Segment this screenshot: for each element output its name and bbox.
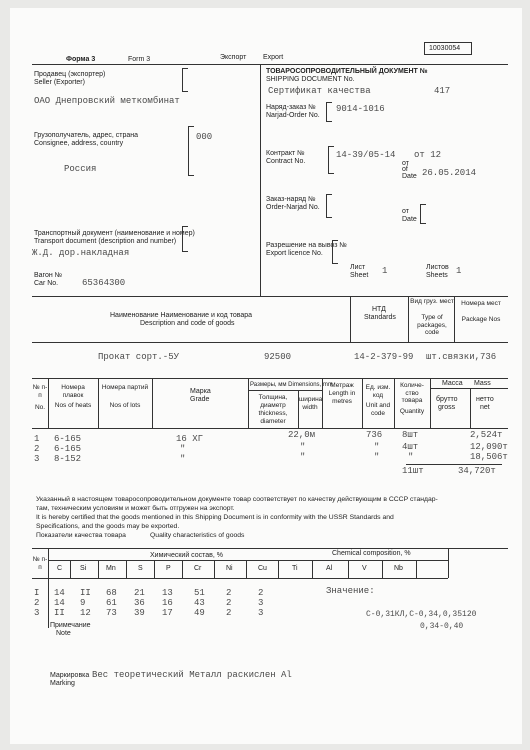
th-length-m-ru: Метраж [330,382,354,389]
goods-standard: 14-2-379-99 [354,352,414,362]
shipping-doc-number: 417 [434,86,451,96]
chem-col-c: C [57,565,63,572]
th-thick-en: thickness, diameter [258,410,288,425]
table-col-10 [470,388,471,428]
shipping-doc-typed-title: Сертификат качества [268,86,371,96]
goods-name-en: Description and code of goods [140,320,235,327]
sheet-value: 1 [382,266,388,276]
doc-number: 10030054 [429,45,461,52]
total-qty: 11шт [402,466,424,476]
marking-value: Вес теоретический Металл раскислен Al [92,670,292,680]
th-grade-en: Grade [190,396,210,403]
contract-date-label: Date [402,173,417,180]
th-no-ru: № п-п [32,384,48,399]
chem-title-en: Chemical composition, % [332,550,411,557]
form-en-label: Form 3 [128,56,151,63]
wagon-label-ru: Вагон № [34,272,63,279]
chem-vline [98,560,99,578]
contract-value: 14-39/05-14 [336,150,396,160]
th-grade-ru: Марка [190,388,211,395]
transport-label-en: Transport document (description and number) [34,238,177,245]
order-label-ru: Наряд-заказ № [266,104,316,111]
consignee-bracket [188,126,194,176]
contract-date: 26.05.2014 [422,168,477,178]
th-width-ru: ширина [299,396,323,403]
shipping-doc-title-en: SHIPPING DOCUMENT No. [266,76,355,83]
certify-ru-2: там, техническим условиям и может быть отгружен на экспорт. [36,505,235,512]
mass-sub-rule [430,388,508,389]
row-1-qty: 8шт [402,430,419,440]
row-1-no: 1 [34,434,40,444]
goods-top-rule [32,296,508,297]
chem-row-1-p: 13 [162,588,173,598]
chem-col-si: Si [80,565,87,572]
contract-of: of [402,166,408,173]
chem-vline [312,560,313,578]
chem-row-2-si: 9 [80,598,86,608]
table-col-9 [430,378,431,428]
order-narjad-date-label: Date [402,216,417,223]
note-label-ru: Примечание [50,622,91,629]
total-net: 34,720т [458,466,496,476]
goods-col-ntd [350,296,351,342]
chem-vline [382,560,383,578]
chem-col-v: V [362,565,367,572]
export-en-label: Export [263,54,284,61]
goods-pkg-ru: Номера мест [461,300,501,307]
sheet-label-ru: Лист [350,264,366,271]
th-mass-en: Mass [474,380,491,387]
transport-label-ru: Транспортный документ (наименование и номер) [34,230,195,237]
row-3-no: 3 [34,454,40,464]
row-1-size: 22,0м [288,430,316,440]
chem-vline [182,560,183,578]
goods-ntd-ru: НТД [372,306,386,313]
goods-mid-rule [32,342,508,343]
chem-col-no [48,548,49,628]
row-3-heat: 8-152 [54,454,82,464]
contract-label-ru: Контракт № [266,150,305,157]
consignee-code: 000 [196,132,213,142]
order-label-en: Narjad-Order No. [266,112,320,119]
contract-suffix: от 12 [414,150,442,160]
goods-col-pkg [454,296,455,342]
chem-row-3-s: 39 [134,608,145,618]
chem-row-3-p: 17 [162,608,173,618]
transport-bracket [182,226,188,252]
note-label-en: Note [56,630,71,637]
row-3-size: " [300,452,306,462]
chem-col-cr: Cr [194,565,202,572]
th-thick-ru: Толщина, диаметр [258,394,288,409]
chem-row-2-c: 14 [54,598,65,608]
table-header-bottom-rule [32,428,508,429]
goods-col-pack [408,296,409,342]
shipping-doc-title-ru: ТОВАРОСОПРОВОДИТЕЛЬНЫЙ ДОКУМЕНТ № [266,68,428,75]
sheets-label-ru: Листов [426,264,449,271]
th-no-en: No. [34,404,46,411]
export-licence-bracket [332,240,338,264]
seller-bracket [182,68,188,92]
chem-col-nb: Nb [394,565,403,572]
chem-col-p: P [166,565,171,572]
table-col-2 [98,378,99,428]
consignee-country: Россия [64,164,97,174]
shipping-document-sheet [10,8,522,744]
chem-vline [70,560,71,578]
row-2-size: " [300,442,306,452]
consignee-label-en: Consignee, address, country [34,140,124,147]
chem-title-ru: Химический состав, % [150,552,223,559]
th-unit-en: Unit and code [365,402,391,417]
header-center-rule [260,64,261,296]
chem-col-mn: Mn [106,565,116,572]
th-width-en: width [302,404,318,411]
row-3-unit: " [374,452,380,462]
marking-label-ru: Маркировка [50,672,90,679]
seller-value: ОАО Днепровский меткомбинат [34,96,180,106]
chem-vline [214,560,215,578]
chem-vline [278,560,279,578]
th-qty-en: Quantity [399,408,425,415]
chem-row-3-si: 12 [80,608,91,618]
form-ru-label: Форма 3 [66,56,96,63]
chem-header-bottom-rule [32,578,448,579]
chem-vline [126,560,127,578]
chem-row-1-ni: 2 [226,588,232,598]
sheet-label-en: Sheet [350,272,369,279]
chem-row-3-ni: 2 [226,608,232,618]
th-qty-ru: Количе- ство товара [400,382,424,404]
sheets-value: 1 [456,266,462,276]
table-top-rule [32,378,508,379]
goods-description: Прокат сорт.-5У [98,352,180,362]
goods-pack-ru: Вид груз. мест [410,298,454,305]
chem-row-1-no: I [34,588,40,598]
goods-ntd-en: Standards [364,314,396,321]
chem-row-2-s: 36 [134,598,145,608]
chem-values-label: Значение: [326,586,375,596]
chem-vline [246,560,247,578]
chem-row-3-c: II [54,608,65,618]
certify-ru-1: Указанный в настоящем товаросопроводительном документе товар соответствует по качеству действующим в СССР стандар- [36,496,438,503]
chem-row-1-cr: 51 [194,588,205,598]
chem-col-cu: Cu [258,565,267,572]
chem-row-3-no: 3 [34,608,40,618]
chem-row-2-cr: 43 [194,598,205,608]
order-narjad-from-ru: от [402,208,409,215]
chem-row-2-ni: 2 [226,598,232,608]
row-3-qty: " [408,452,414,462]
row-2-no: 2 [34,444,40,454]
seller-label-ru: Продавец (экспортер) [34,71,106,78]
chem-col-ni: Ni [226,565,233,572]
goods-name-ru: Наименование Наименование и код товара [110,312,253,319]
row-1-heat: 6-165 [54,434,82,444]
export-licence-label-en: Export licence No. [266,250,323,257]
row-1-net: 2,524т [470,430,503,440]
totals-rule [406,464,502,465]
contract-bracket [328,146,334,174]
th-unit-ru: Ед. изм. код [365,384,391,399]
th-net-ru: нетто [476,396,494,403]
chem-row-1-si: II [80,588,91,598]
order-narjad-bracket [326,194,332,218]
seller-label-en: Seller (Exporter) [34,79,85,86]
chem-col-end [448,548,449,578]
row-2-heat: 6-165 [54,444,82,454]
row-3-net: 18,506т [470,452,508,462]
certify-en-1: It is hereby certified that the goods mentioned in this Shipping Document is in conformity with the USSR Standards and [36,514,394,521]
order-value: 9014-1016 [336,104,385,114]
chem-vline [154,560,155,578]
goods-packages: шт.связки,736 [426,352,497,362]
goods-pack-en: Type of packages, code [417,314,447,336]
chem-sub-rule [48,560,448,561]
row-2-qty: 4шт [402,442,419,452]
chem-values-1: С-0,31КЛ,С-0,34,0,35120 [366,610,477,619]
th-lots-en: Nos of lots [109,402,141,409]
table-col-3 [152,378,153,428]
export-licence-label-ru: Разрешение на вывоз № [266,242,347,249]
th-net-en: net [480,404,490,411]
chem-top-rule [32,548,508,549]
row-1-grade: 16 ХГ [176,434,204,444]
marking-label-en: Marking [50,680,75,687]
chem-row-3-mn: 73 [106,608,117,618]
wagon-value: 65364300 [82,278,126,288]
th-gross-en: gross [438,404,456,411]
certify-en-2: Specifications, and the goods may be exported. [36,523,180,530]
row-2-unit: " [374,442,380,452]
sheets-label-en: Sheets [426,272,448,279]
chem-row-1-cu: 2 [258,588,264,598]
export-ru-label: Экспорт [220,54,247,61]
goods-pkg-en: Package Nos [461,316,501,323]
chem-vline [348,560,349,578]
th-gross-ru: брутто [436,396,458,403]
order-narjad-label-ru: Заказ-наряд № [266,196,316,203]
row-3-grade: " [180,454,186,464]
dims-sub-rule [248,390,322,391]
chem-row-2-cu: 3 [258,598,264,608]
chem-row-1-s: 21 [134,588,145,598]
th-heats-en: Nos of heats [54,402,92,409]
chem-row-3-cu: 3 [258,608,264,618]
row-2-grade: " [180,444,186,454]
goods-code: 92500 [264,352,292,362]
th-mass-ru: Масса [442,380,463,387]
quality-en: Quality characteristics of goods [150,532,245,539]
quality-ru: Показатели качества товара [36,532,126,539]
chem-col-ti: Ti [292,565,298,572]
contract-from-ru: от [402,160,409,167]
row-2-net: 12,090т [470,442,508,452]
consignee-label-ru: Грузополучатель, адрес, страна [34,132,139,139]
row-1-unit: 736 [366,430,383,440]
top-rule [32,64,508,65]
th-dims: Размеры, мм Dimensions, mm [250,382,333,388]
chem-no-label: № п-п [32,556,48,571]
chem-col-s: S [138,565,143,572]
chem-row-1-mn: 68 [106,588,117,598]
contract-label-en: Contract No. [266,158,306,165]
th-length-m-en: Length in metres [328,390,356,405]
table-col-1 [48,378,49,428]
chem-values-2: 0,34-0,40 [420,622,464,631]
order-narjad-label-en: Order-Narjad No. [266,204,320,211]
chem-row-2-p: 16 [162,598,173,608]
order-bracket [326,102,332,122]
th-heats-ru: Номера плавок [61,384,85,399]
transport-value: Ж.Д. дор.накладная [32,248,130,258]
chem-row-2-mn: 61 [106,598,117,608]
chem-vline [416,560,417,578]
chem-row-3-cr: 49 [194,608,205,618]
order-narjad-date-bracket [420,204,426,224]
chem-row-1-c: 14 [54,588,65,598]
wagon-label-en: Car No. [34,280,59,287]
th-lots-ru: Номера партий [101,384,149,391]
chem-row-2-no: 2 [34,598,40,608]
chem-col-al: Al [326,565,333,572]
